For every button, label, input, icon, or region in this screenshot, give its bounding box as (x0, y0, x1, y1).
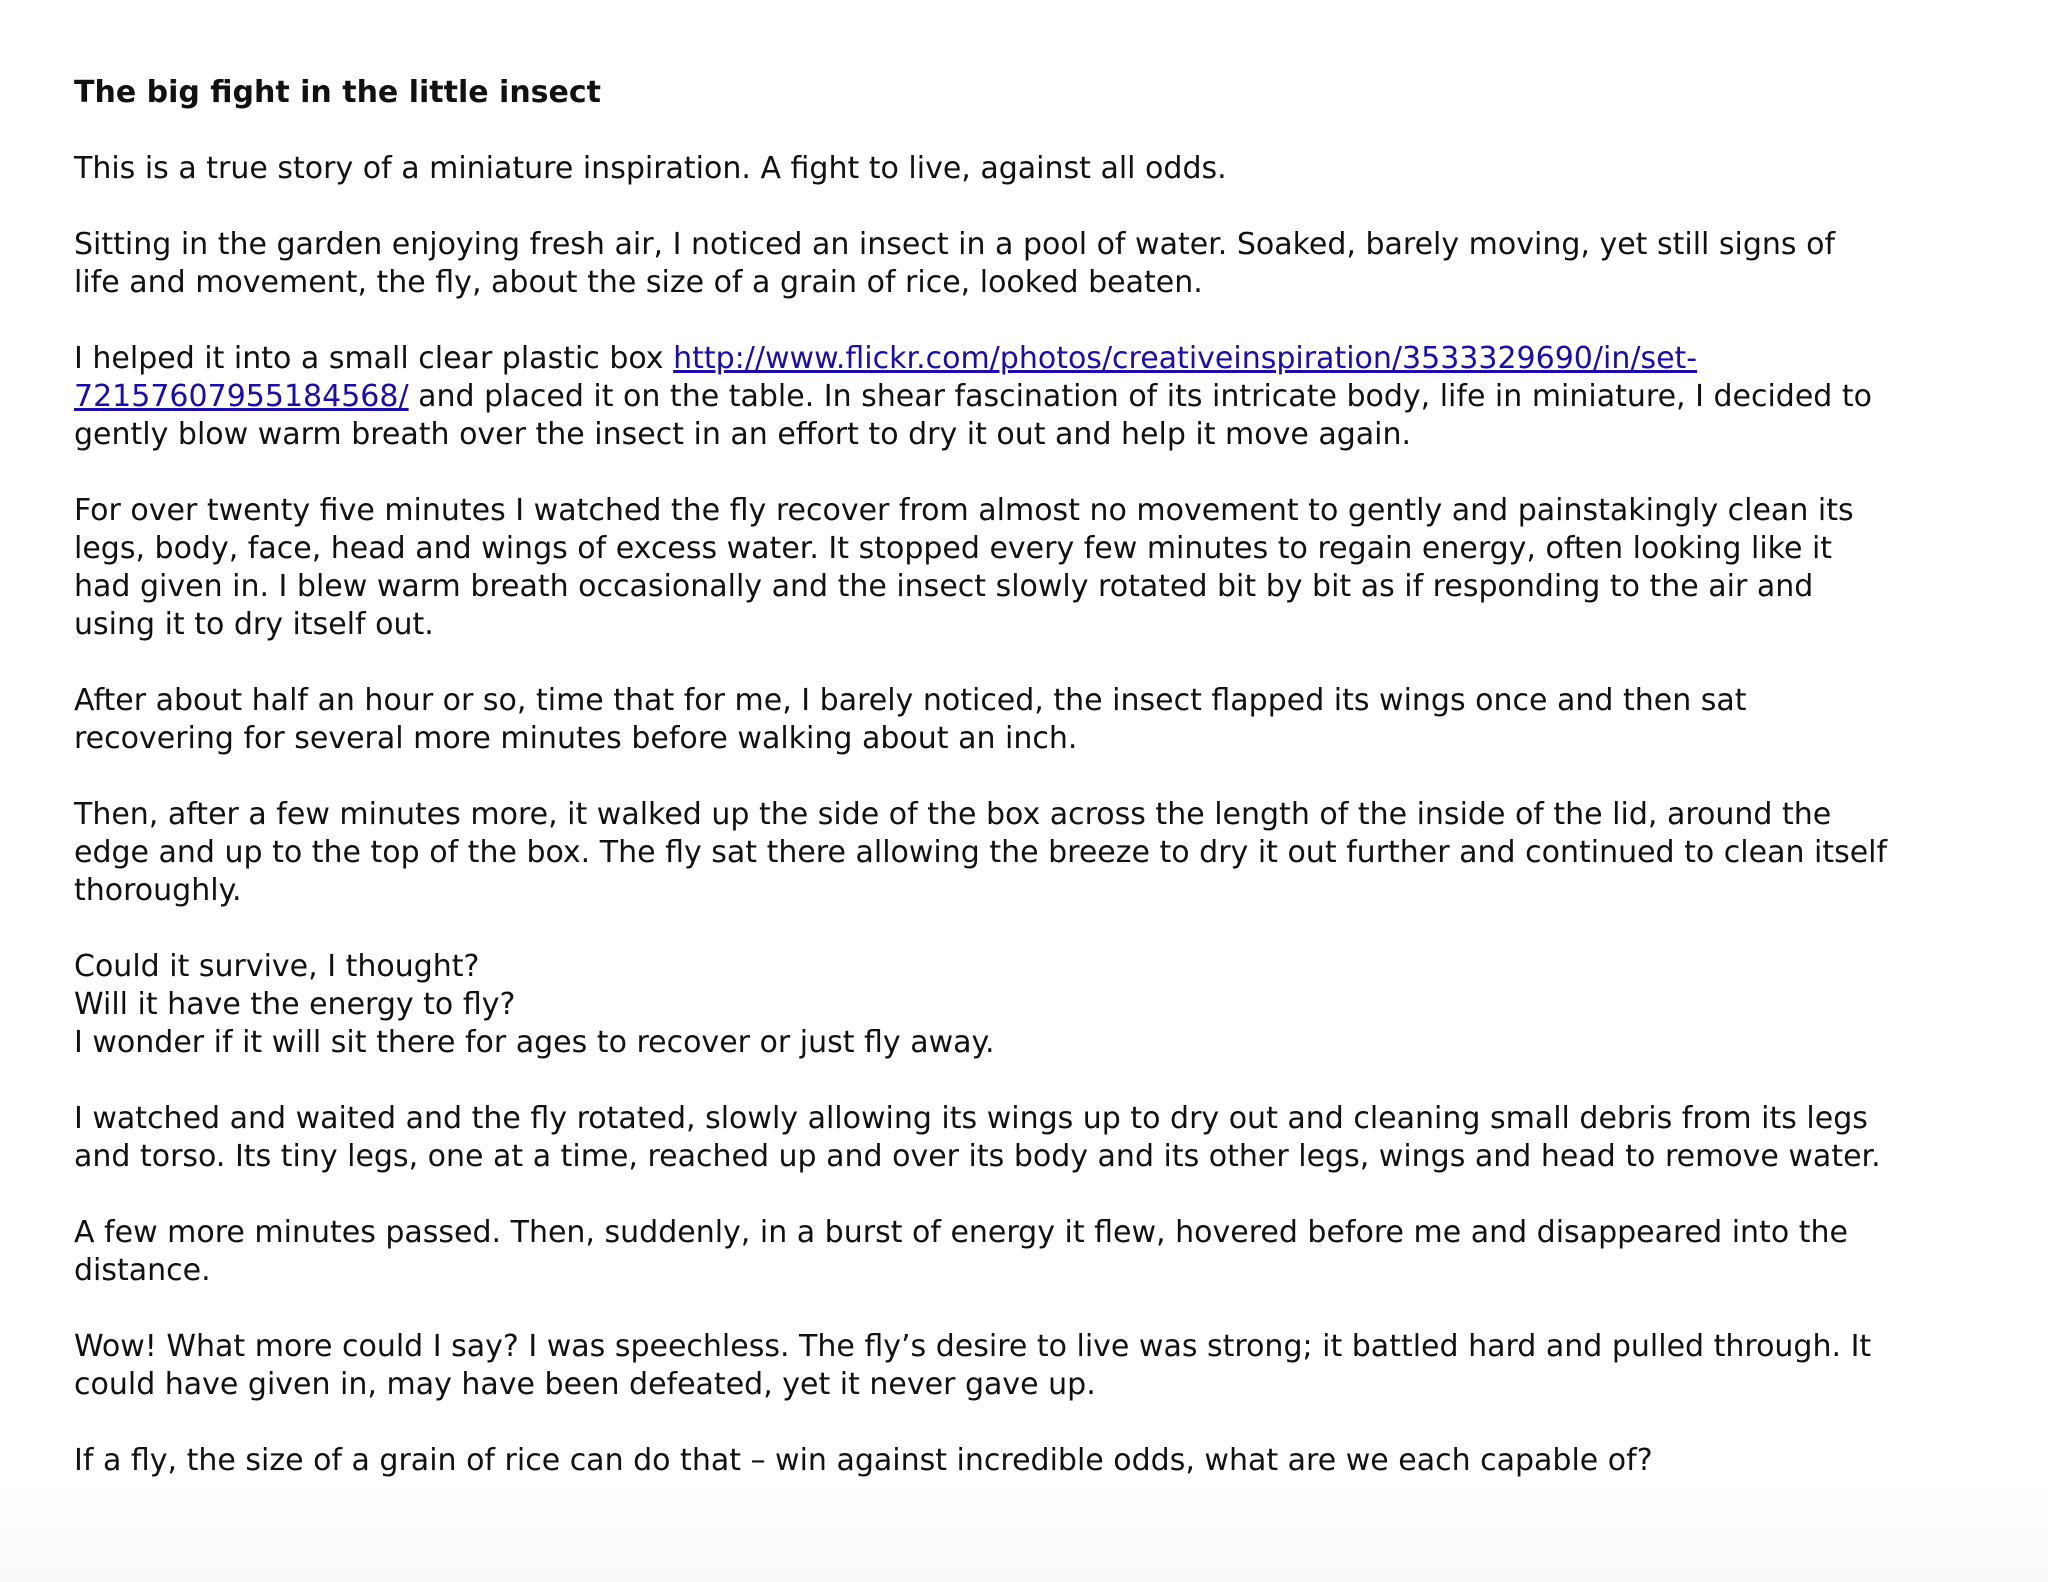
text-line: had given in. I blew warm breath occasionally and the insect slowly rotated bit by bit as if responding to the air and (74, 569, 1814, 604)
flickr-link-part-1[interactable]: http://www.flickr.com/photos/creativeinspiration/3533329690/in/set- (673, 341, 1698, 376)
text-line: gently blow warm breath over the insect in an effort to dry it out and help it move again. (74, 417, 1412, 452)
text-line: legs, body, face, head and wings of excess water. It stopped every few minutes to regain energy, often looking like it (74, 531, 1833, 566)
paragraph-intro (74, 150, 2014, 188)
text-line: thoroughly. (74, 873, 242, 908)
text-line: life and movement, the fly, about the size of a grain of rice, looked beaten. (74, 265, 1203, 300)
text-line: I wonder if it will sit there for ages to recover or just fly away. (74, 1025, 995, 1060)
text-line: edge and up to the top of the box. The fly sat there allowing the breeze to dry it out further and continued to clean itself (74, 835, 1888, 870)
paragraph-watched (74, 1100, 2014, 1176)
paragraph-flew-away (74, 1214, 2014, 1290)
paragraph-garden (74, 226, 2014, 302)
text-segment: I helped it into a small clear plastic box (74, 341, 674, 376)
text-line: and torso. Its tiny legs, one at a time, reached up and over its body and its other legs, wings and head to remove water. (74, 1139, 1881, 1174)
text-line: Could it survive, I thought? (74, 949, 480, 984)
document-title: The big fight in the little insect (74, 75, 602, 110)
text-line: Sitting in the garden enjoying fresh air, I noticed an insect in a pool of water. Soaked, barely moving, yet still signs of (74, 227, 1836, 262)
text-line: could have given in, may have been defeated, yet it never gave up. (74, 1367, 1096, 1402)
flickr-link-part-2[interactable]: 72157607955184568/ (74, 379, 409, 414)
paragraph-recovery (74, 492, 2014, 644)
text-segment: and placed it on the table. In shear fascination of its intricate body, life in miniature, I decided to (408, 379, 1873, 414)
paragraph-half-hour (74, 682, 2014, 758)
document-body (74, 74, 2014, 1518)
text-line: Will it have the energy to fly? (74, 987, 516, 1022)
text-line: For over twenty five minutes I watched the fly recover from almost no movement to gently and painstakingly clean its (74, 493, 1854, 528)
text-line: Wow! What more could I say? I was speechless. The fly’s desire to live was strong; it battled hard and pulled through. It (74, 1329, 1872, 1364)
text-line (74, 378, 2014, 416)
text-line: If a fly, the size of a grain of rice can do that – win against incredible odds, what are we each capable of? (74, 1443, 1653, 1478)
paragraph-conclusion (74, 1442, 2014, 1480)
text-line (74, 340, 2014, 378)
text-line: I watched and waited and the fly rotated, slowly allowing its wings up to dry out and cleaning small debris from its legs (74, 1101, 1868, 1136)
text-line: recovering for several more minutes before walking about an inch. (74, 721, 1078, 756)
text-line: distance. (74, 1253, 211, 1288)
paragraph-questions (74, 948, 2014, 1062)
paragraph-plastic-box (74, 340, 2014, 454)
text-line: After about half an hour or so, time that for me, I barely noticed, the insect flapped its wings once and then sat (74, 683, 1747, 718)
text-line: using it to dry itself out. (74, 607, 434, 642)
paragraph-walked-up (74, 796, 2014, 910)
text-line: Then, after a few minutes more, it walked up the side of the box across the length of the inside of the lid, around the (74, 797, 1832, 832)
paragraph-wow (74, 1328, 2014, 1404)
text-line: This is a true story of a miniature inspiration. A fight to live, against all odds. (74, 151, 1227, 186)
text-line: A few more minutes passed. Then, suddenly, in a burst of energy it flew, hovered before me and disappeared into the (74, 1215, 1848, 1250)
